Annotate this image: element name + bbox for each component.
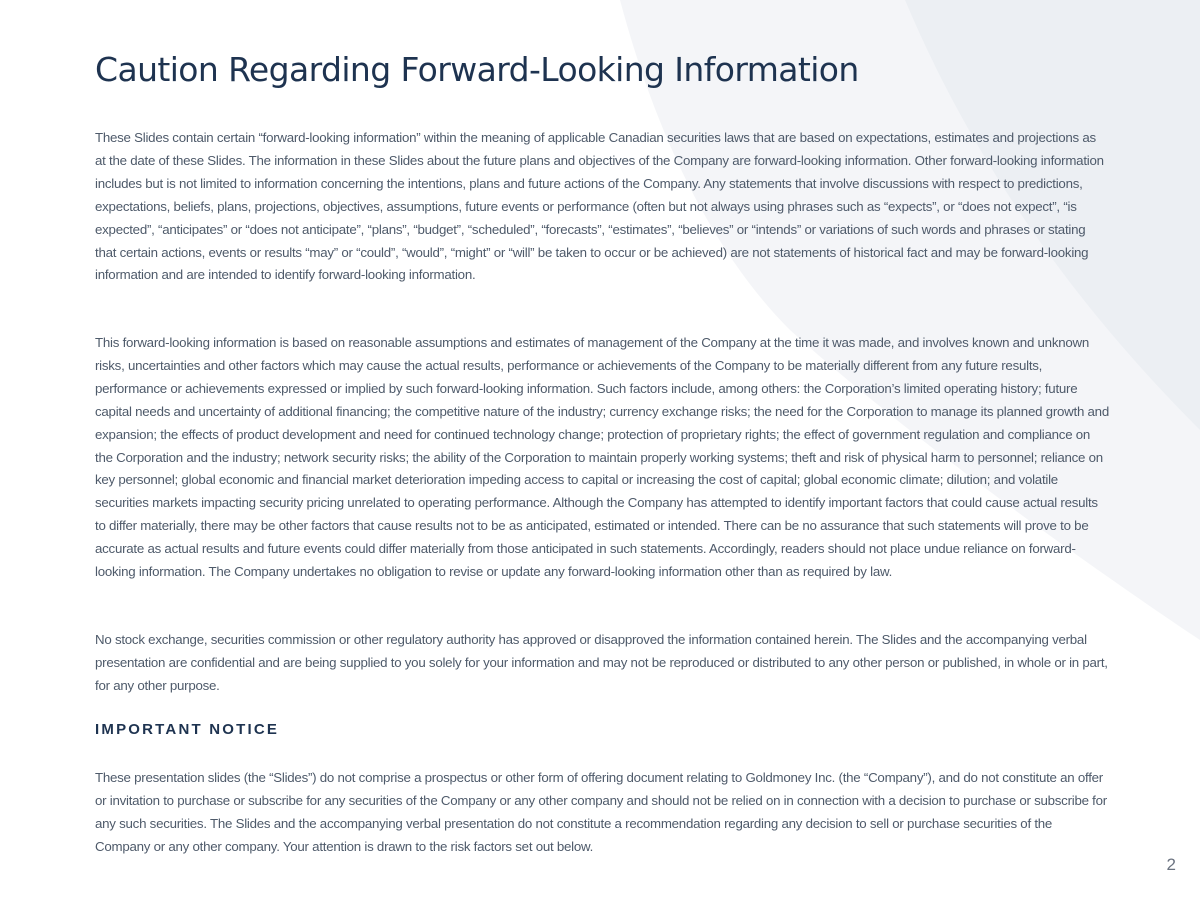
forward-looking-paragraph-3: No stock exchange, securities commission or other regulatory authority has approved or disapproved the information contained herein. The Slides and the accompanying verbal presentation are confidential and are being supplied to you solely for your information and may not be reproduced or distributed to any other person or published, in whole or in part, for any other purpose. <box>95 632 1108 693</box>
page-number: 2 <box>1166 855 1176 874</box>
slide-title: Caution Regarding Forward-Looking Information <box>95 50 859 89</box>
forward-looking-paragraph-1: These Slides contain certain “forward-looking information” within the meaning of applicable Canadian securities laws that are based on expectations, estimates and projections as at the date of these Slides. The information in these Slides about the future plans and objectives of the Company are forward-looking information. Other forward-looking information includes but is not limited to information concerning the intentions, plans and future actions of the Company. Any statements that involve discussions with respect to predictions, expectations, beliefs, plans, projections, objectives, assumptions, future events or performance (often but not always using phrases such as “expects”, or “does not expect”, “is expected”, “anticipates” or “does not anticipate”, “plans”, “budget”, “scheduled”, “forecasts”, “estimates”, “believes” or “intends” or variations of such words and phrases or stating that certain actions, events or results “may” or “could”, “would”, “might” or “will” be taken to occur or be achieved) are not statements of historical fact and may be forward-looking information and are intended to identify forward-looking information. <box>95 130 1104 283</box>
forward-looking-paragraph-2: This forward-looking information is based on reasonable assumptions and estimates of management of the Company at the time it was made, and involves known and unknown risks, uncertainties and other factors which may cause the actual results, performance or achievements of the Company to be materially different from any future results, performance or achievements expressed or implied by such forward-looking information. Such factors include, among others: the Corporation’s limited operating history; future capital needs and uncertainty of additional financing; the competitive nature of the industry; currency exchange risks; the need for the Corporation to manage its planned growth and expansion; the effects of product development and need for continued technology change; protection of proprietary rights; the effect of government regulation and compliance on the Corporation and the industry; network security risks; the ability of the Corporation to maintain properly working systems; theft and risk of physical harm to personnel; reliance on key personnel; global economic and financial market deterioration impeding access to capital or increasing the cost of capital; global economic climate; dilution; and volatile securities markets impacting security pricing unrelated to operating performance. Although the Company has attempted to identify important factors that could cause actual results to differ materially, there may be other factors that cause results not to be as anticipated, estimated or intended. There can be no assurance that such statements will prove to be accurate as actual results and future events could differ materially from those anticipated in such statements. Accordingly, readers should not place undue reliance on forward-looking information. The Company undertakes no obligation to revise or update any forward-looking information other than as required by law. <box>95 335 1109 580</box>
important-notice-heading: IMPORTANT NOTICE <box>95 721 280 738</box>
important-notice-paragraph: These presentation slides (the “Slides”) do not comprise a prospectus or other form of offering document relating to Goldmoney Inc. (the “Company”), and do not constitute an offer or invitation to purchase or subscribe for any securities of the Company or any other company and should not be relied on in connection with a decision to purchase or subscribe for any such securities. The Slides and the accompanying verbal presentation do not constitute a recommendation regarding any decision to sell or purchase securities of the Company or any other company. Your attention is drawn to the risk factors set out below. <box>95 770 1107 854</box>
